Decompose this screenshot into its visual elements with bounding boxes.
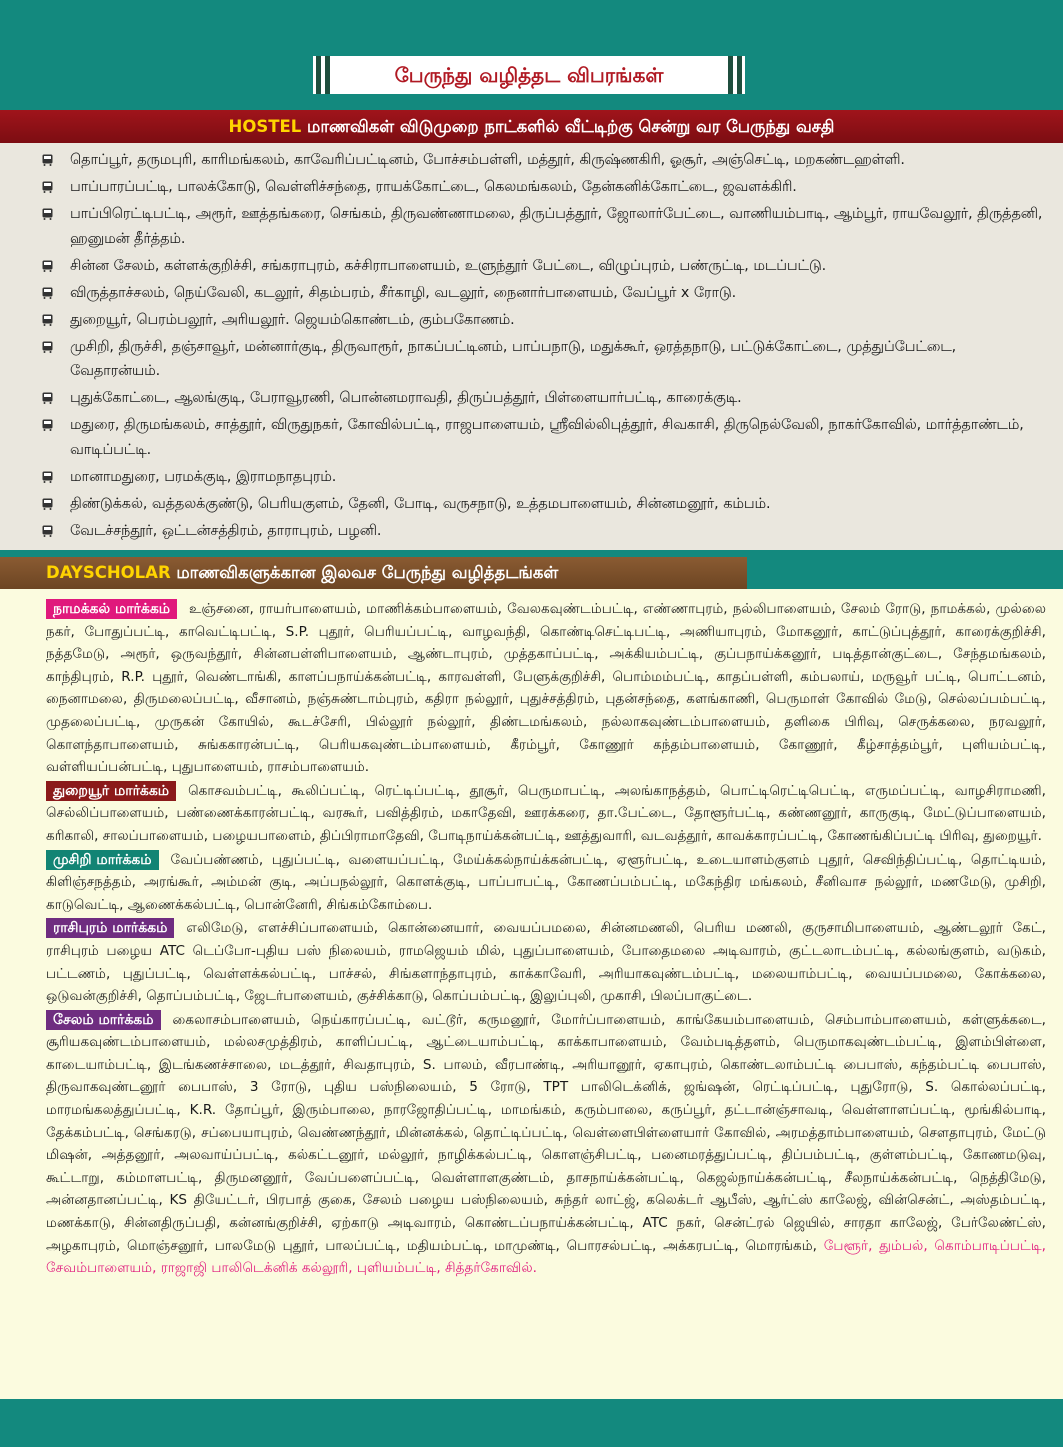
hostel-route-text: புதுக்கோட்டை, ஆலங்குடி, பேராவூரணி, பொன்னமராவதி, திருப்பத்தூர், பிள்ளையார்பட்டி, காரைக்குடி.: [70, 390, 742, 406]
top-band: [0, 0, 1063, 103]
route-tag-rasipuram: ராசிபுரம் மார்க்கம்: [46, 918, 174, 938]
route-stops-rasipuram: எலிமேடு, எளச்சிப்பாளையம், கொன்னையார், வையப்பமலை, சின்னமணலி, பெரிய மணலி, குருசாமிபாளையம், ஆண்டலூர் கேட், ராசிபுரம் பழைய ATC டெப்போ-புதிய பஸ் நிலையம், ராமஜெயம் மில், புதுப்பாளையம், போதைமலை அடிவாரம், குட்டலாடம்பட்டி, கல்லங்குளம், வடுகம், பட்டணம், புதுப்பட்டி, வெள்ளக்கல்பட்டி, பாச்சல், சிங்களாந்தாபுரம், காக்காவேரி, அரியாகவுண்டம்பட்டி, மலையாம்பட்டி, வையப்பமலை, கோக்கலை, ஒடுவன்குறிச்சி, தொப்பம்பட்டி, ஜேடர்பாளையம், குச்சிக்காடு, கொப்பம்பட்டி, இலுப்புலி, முகாசி, பிலப்பாகுட்டை.: [46, 920, 1046, 1005]
hostel-route-item: [36, 254, 1046, 279]
hostel-route-text: வேடச்சந்தூர், ஒட்டன்சத்திரம், தாராபுரம், பழனி.: [70, 522, 382, 539]
hostel-panel: [0, 143, 1063, 550]
route-tag-salem: சேலம் மார்க்கம்: [46, 1010, 161, 1030]
bus-icon: [42, 181, 53, 193]
route-stops-salem-highlight: பேளூர், தும்பல், கொம்பாடிப்பட்டி, சேவம்பாளையம், ராஜாஜி பாலிடெக்னிக் கல்லூரி, புளியம்பட்டி, சித்தர்கோவில்.: [46, 1237, 1046, 1277]
title-bar-right-inner: [728, 56, 733, 94]
hostel-route-text: மதுரை, திருமங்கலம், சாத்தூர், விருதுநகர், கோவில்பட்டி, ராஜபாளையம், ஸ்ரீவில்லிபுத்தூர், சிவகாசி, திருநெல்வேலி, நாகர்கோவில், மார்த்தாண்டம், வாடிப்பட்டி.: [70, 417, 1024, 458]
route-stops-namakkal: உஞ்சனை, ராயர்பாளையம், மாணிக்கம்பாளையம், வேலகவுண்டம்பட்டி, எண்ணாபுரம், நல்லிபாளையம், சேலம் ரோடு, நாமக்கல், முல்லை நகர், போதுப்பட்டி, காவெட்டிபட்டி, S.P. புதூர், பெரியப்பட்டி, வாழவந்தி, கொண்டிசெட்டிபட்டி, அணியாபுரம், மோகனூர், காட்டுப்புத்தூர், காரைக்குறிச்சி, நத்தமேடு, அரூர், ஒருவந்தூர், சின்னபள்ளிபாளையம், ஆண்டாபுரம், முத்தகாப்பட்டி, அக்கியம்பட்டி, குப்பநாய்க்கனூர், படித்தான்குட்டை, சேந்தமங்கலம், காந்திபுரம், R.P. புதூர், வெண்டாங்கி, காளப்பநாய்க்கன்பட்டி, காரவள்ளி, பேளுக்குறிச்சி, பொம்மம்பட்டி, காதப்பள்ளி, கம்பலாய், மருவூர் பட்டி, பொட்டனம், நைனாமலை, திருமலைப்பட்டி, வீசானம், நஞ்சுண்டாம்புரம், கதிரா நல்லூர், புதுச்சத்திரம், புதன்சந்தை, களங்காணி, பெருமாள் கோவில் மேடு, செல்லப்பம்பட்டி, முதலைப்பட்டி, முருகன் கோயில், கூடச்சேரி, பில்லூர் நல்லூர், திண்டமங்கலம், நல்லாகவுண்டம்பாளையம், தளிகை பிரிவு, செருக்கலை, நரவலூர், கொளந்தாபாளையம், சுங்ககாரன்பட்டி, பெரியகவுண்டம்பாளையம், கீரம்பூர், கோணூர் கந்தம்பாளையம், கோணூர், கீழ்சாத்தம்பூர், புளியம்பட்டி, வள்ளியப்பன்பட்டி, புதுபாளையம், ராசம்பாளையம்.: [46, 601, 1046, 776]
title-box: [313, 56, 745, 94]
hostel-route-item: [36, 465, 1046, 490]
bus-icon: [42, 208, 53, 220]
hostel-route-text: சின்ன சேலம், கள்ளக்குறிச்சி, சங்கராபுரம், கச்சிராபாளையம், உளுந்தூர் பேட்டை, விழுப்புரம், பண்ருட்டி, மடப்பட்டு.: [70, 257, 827, 274]
bottom-band: [0, 1399, 1063, 1447]
hostel-route-item: [36, 308, 1046, 333]
route-musiri: [46, 849, 1046, 917]
page-title: பேருந்து வழித்தட விபரங்கள்: [394, 63, 664, 87]
bus-icon: [42, 419, 53, 431]
bus-icon: [42, 392, 53, 404]
route-salem: [46, 1009, 1046, 1280]
route-stops-thuraiyur: கொசவம்பட்டி, கூலிப்பட்டி, ரெட்டிப்பட்டி, தூசூர், பெருமாபட்டி, அலங்காநத்தம், பொட்டிரெட்டிபெட்டி, எருமப்பட்டி, வாழசிராமணி, செல்லிப்பாளையம், பண்ணைக்காரன்பட்டி, வரகூர், பவித்திரம், மகாதேவி, ஊரக்கரை, தா.பேட்டை, தோளூர்பட்டி, கண்ணனூர், காருகுடி, மேட்டுப்பாளையம், கரிகாலி, சாலப்பாளையம், பழையபாளைம், திப்பிராமாதேவி, போடிநாய்க்கன்பட்டி, ஊத்துவாரி, வடவத்தூர், காவக்காரப்பட்டி, கோணங்கிப்பட்டி பிரிவு, துறையூர்.: [46, 782, 1046, 844]
hostel-route-item: [36, 175, 1046, 200]
hostel-route-text: விருத்தாச்சலம், நெய்வேலி, கடலூர், சிதம்பரம், சீர்காழி, வடலூர், நைனார்பாளையம், வேப்பூர் x ரோடு.: [70, 284, 737, 301]
bus-icon: [42, 260, 53, 272]
bus-icon: [42, 525, 53, 537]
route-rasipuram: [46, 917, 1046, 1007]
hostel-banner: [0, 110, 1063, 143]
route-namakkal: [46, 598, 1046, 779]
bus-icon: [42, 498, 53, 510]
hostel-route-text: முசிறி, திருச்சி, தஞ்சாவூர், மன்னார்குடி, திருவாரூர், நாகப்பட்டினம், பாப்பநாடு, மதுக்கூர், ஒரத்தநாடு, பட்டுக்கோட்டை, முத்துப்பேட்டை, வேதாரன்யம்.: [70, 338, 957, 379]
hostel-route-item: [36, 202, 1046, 251]
dayscholar-routes: [46, 598, 1046, 1281]
hostel-banner-text: மாணவிகள் விடுமுறை நாட்களில் வீட்டிற்கு சென்று வர பேருந்து வசதி: [301, 117, 835, 136]
bus-icon: [42, 154, 53, 166]
hostel-route-text: துறையூர், பெரம்பலூர், அரியலூர். ஜெயம்கொண்டம், கும்பகோணம்.: [70, 311, 515, 328]
title-bar-left-inner: [325, 56, 330, 94]
hostel-route-item: [36, 335, 1046, 384]
hostel-route-text: பாப்பிரெட்டிபட்டி, அரூர், ஊத்தங்கரை, செங்கம், திருவண்ணாமலை, திருப்பத்தூர், ஜோலார்பேட்டை, வாணியம்பாடி, ஆம்பூர், ராயவேலூர், திருத்தனி, ஹனுமன் தீர்த்தம்.: [70, 206, 1043, 247]
route-tag-musiri: முசிறி மார்க்கம்: [46, 850, 159, 870]
hostel-route-item: [36, 519, 1046, 544]
dayscholar-banner-text: மாணவிகளுக்கான இலவச பேருந்து வழித்தடங்கள்: [170, 563, 559, 582]
bus-icon: [42, 287, 53, 299]
bus-icon: [42, 314, 53, 326]
route-tag-thuraiyur: துறையூர் மார்க்கம்: [46, 781, 176, 801]
dayscholar-banner-highlight: DAYSCHOLAR: [46, 563, 171, 582]
title-bar-right-outer: [737, 56, 742, 94]
dayscholar-banner: [0, 557, 747, 589]
bus-icon: [42, 341, 53, 353]
hostel-route-item: [36, 148, 1046, 173]
hostel-banner-highlight: HOSTEL: [228, 117, 302, 136]
hostel-route-list: [36, 148, 1046, 546]
hostel-route-item: [36, 281, 1046, 306]
hostel-route-text: திண்டுக்கல், வத்தலக்குண்டு, பெரியகுளம், தேனி, போடி, வருசநாடு, உத்தமபாளையம், சின்னமனூர், கம்பம்.: [70, 495, 771, 512]
hostel-route-item: [36, 386, 1046, 411]
bus-icon: [42, 471, 53, 483]
hostel-route-text: மானாமதுரை, பரமக்குடி, இராமநாதபுரம்.: [70, 468, 337, 485]
route-thuraiyur: [46, 780, 1046, 848]
dayscholar-panel: [0, 589, 1063, 1399]
title-bar-left-outer: [316, 56, 321, 94]
hostel-route-item: [36, 413, 1046, 462]
route-stops-salem: கைலாசம்பாளையம், நெய்காரப்பட்டி, வட்டூர், கருமனூர், மோர்ப்பாளையம், காங்கேயம்பாளையம், செம்பாம்பாளையம், கள்ளுக்கடை, சூரியகவுண்டம்பாளையம், மல்லசமுத்திரம், காளிப்பட்டி, ஆட்டையாம்பட்டி, காக்காபாளையம், வேம்படித்தளம், பெருமாகவுண்டம்பட்டி, இளம்பிள்ளை, காடையாம்பட்டி, இடங்கணச்சாலை, மடத்தூர், சிவதாபுரம், S. பாலம், வீரபாண்டி, அரியானூர், ஏகாபுரம், கொண்டலாம்பட்டி பைபாஸ், கந்தம்பட்டி பைபாஸ், திருவாகவுண்டனூர் பைபாஸ், 3 ரோடு, புதிய பஸ்நிலையம், 5 ரோடு, TPT பாலிடெக்னிக், ஜங்ஷன், ரெட்டிப்பட்டி, புதுரோடு, S. கொல்லப்பட்டி, மாரமங்கலத்துப்பட்டி, K.R. தோப்பூர், இரும்பாலை, நாரஜோதிப்பட்டி, மாமங்கம், கரும்பாலை, கருப்பூர், தட்டான்ஞ்சாவடி, வெள்ளாளப்பட்டி, மூங்கில்பாடி, தேக்கம்பட்டி, செங்கரடு, சப்பையாபுரம், வெண்ணந்தூர், மின்னக்கல், தொட்டிப்பட்டி, வெள்ளைபிள்ளையார் கோவில், அரமத்தாம்பாளையம், சௌதாபுரம், மேட்டு மிஷன், அத்தனூர், அலவாய்ப்பட்டி, கல்கட்டனூர், மல்லூர், நாழிக்கல்பட்டி, கொளஞ்சிபட்டி, பனைமரத்துப்பட்டி, திப்பம்பட்டி, குள்ளம்பட்டி, கோணமடுவு, கூட்டாறு, கம்மாளபட்டி, திருமனனூர், வேப்பளைப்பட்டி, வெள்ளாளகுண்டம், தாசநாய்க்கன்பட்டி, கெஜல்நாய்க்கன்பட்டி, சீலநாய்க்கன்பட்டி, நெத்திமேடு, அன்னதானப்பட்டி, KS தியேட்டர், பிரபாத் குகை, சேலம் பழைய பஸ்நிலையம், சுந்தர் லாட்ஜ், கலெக்டர் ஆபீஸ், ஆர்ட்ஸ் காலேஜ், வின்சென்ட், அஸ்தம்பட்டி, மணக்காடு, சின்னதிருப்பதி, கன்னங்குறிச்சி, ஏற்காடு அடிவாரம், கொண்டப்பநாய்க்கன்பட்டி, ATC நகர், சென்ட்ரல் ஜெயில், சாரதா காலேஜ், பேர்லேண்ட்ஸ், அழகாபுரம், மொஞ்சனூர், பாலமேடு புதூர், பாலப்பட்டி, மதியம்பட்டி, மாமுண்டி, பொரசல்பட்டி, அக்கரபட்டி, மொரங்கம்,: [46, 1011, 1046, 1254]
hostel-route-item: [36, 492, 1046, 517]
route-stops-musiri: வேப்பண்ணம், புதுப்பட்டி, வளையப்பட்டி, மேய்க்கல்நாய்க்கன்பட்டி, ஏளூர்பட்டி, உடையாளம்குளம் புதூர், செவிந்திப்பட்டி, தொட்டியம், கிளிஞ்சநத்தம், அரங்கூர், அம்மன் குடி, அப்பநல்லூர், கொளக்குடி, பாப்பாபட்டி, கோணப்பம்பட்டி, மகேந்திர மங்கலம், சீனிவாச நல்லூர், மணமேடு, முசிறி, காடுவெட்டி, ஆணைக்கல்பட்டி, பொன்னேரி, சிங்கம்கோம்பை.: [46, 851, 1046, 913]
hostel-route-text: தொப்பூர், தருமபுரி, காரிமங்கலம், காவேரிப்பட்டினம், போச்சம்பள்ளி, மத்தூர், கிருஷ்ணகிரி, ஓசூர், அஞ்செட்டி, மறகண்டஹள்ளி.: [70, 152, 905, 168]
hostel-route-text: பாப்பாரப்பட்டி, பாலக்கோடு, வெள்ளிச்சந்தை, ராயக்கோட்டை, கெலமங்கலம், தேன்கனிக்கோட்டை, ஜவளக்கிரி.: [70, 179, 797, 195]
route-tag-namakkal: நாமக்கல் மார்க்கம்: [46, 599, 177, 619]
